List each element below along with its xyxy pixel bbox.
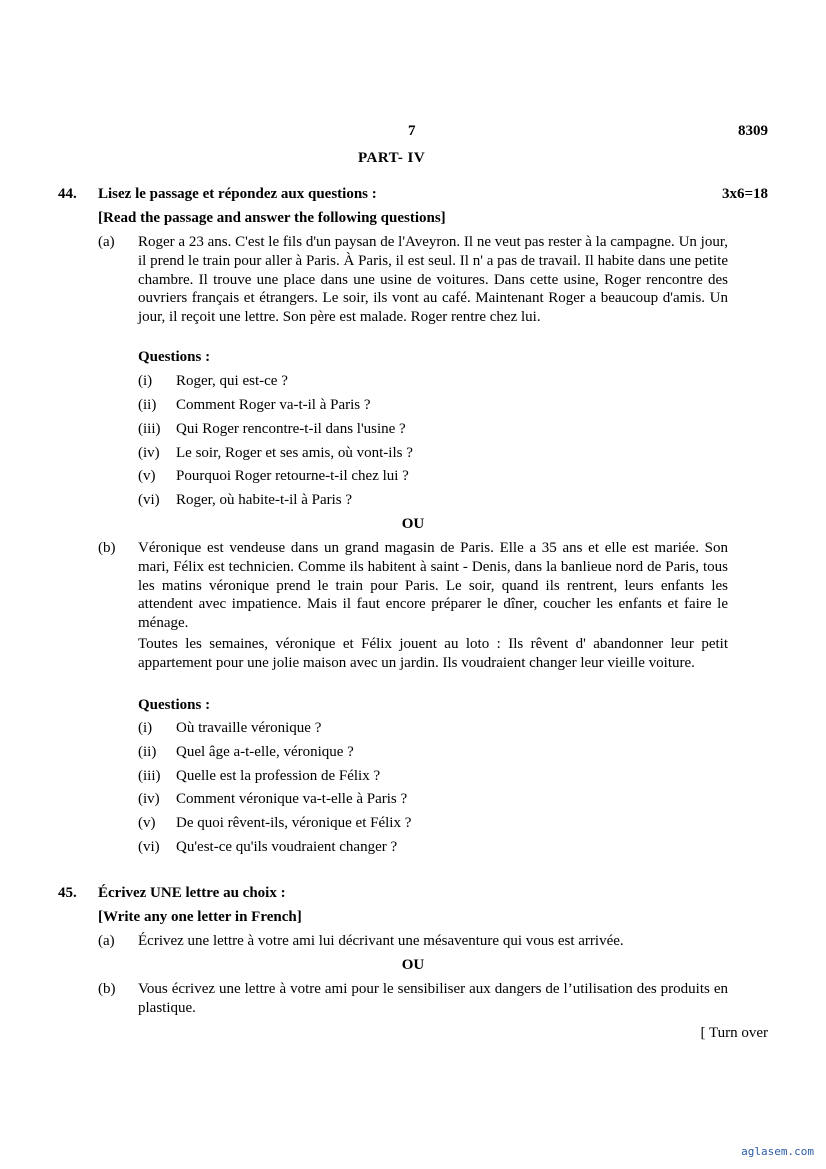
list-item [138,790,728,809]
question-text: Où travaille véronique ? [176,720,322,736]
question-text: Comment véronique va-t-elle à Paris ? [176,791,408,807]
list-item [138,814,728,833]
or-divider: OU [401,957,425,973]
question-44-number: 44. [58,186,77,202]
question-45a-label: (a) [98,933,115,949]
turn-over-note: [ Turn over [700,1025,768,1041]
question-number: (vi) [138,839,160,855]
question-text: Pourquoi Roger retourne-t-il chez lui ? [176,468,409,484]
question-number: (vi) [138,492,160,508]
question-44-subtitle: [Read the passage and answer the following questions] [98,210,446,226]
question-number: (ii) [138,397,157,413]
question-44b-questions-heading: Questions : [138,697,211,713]
question-number: (i) [138,373,153,389]
paper-code: 8309 [738,123,768,139]
question-45b-label: (b) [98,981,116,997]
watermark: aglasem.com [741,1145,814,1159]
page-number: 7 [408,123,416,139]
list-item [138,420,728,439]
question-45-number: 45. [58,885,77,901]
list-item [138,396,728,415]
question-44b-label: (b) [98,540,116,556]
question-text: Quelle est la profession de Félix ? [176,768,381,784]
list-item [138,719,728,738]
question-44a-passage: Roger a 23 ans. C'est le fils d'un paysan de l'Aveyron. Il ne veut pas rester à la campagne. Un jour, il prend le train pour aller à Paris. À Paris, il est seul. Il n' a pas de travail. Il habite dans une petite chambre. Il trouve une place dans une usine de voitures. Dans cette usine, Roger rencontre des ouvriers français et étrangers. Le soir, ils vont au café. Maintenant Roger a beaucoup d'amis. Un jour, il reçoit une lettre. Son père est malade. Roger rentre chez lui. [138,234,728,326]
list-item [138,444,728,463]
question-44-title: Lisez le passage et répondez aux questions : [98,186,377,202]
list-item [138,767,728,786]
question-number: (v) [138,815,156,831]
question-number: (iv) [138,445,160,461]
question-44b-passage-1: Véronique est vendeuse dans un grand magasin de Paris. Elle a 35 ans et elle est mariée. Son mari, Félix est technicien. Comme ils habitent à saint - Denis, dans la banlieue nord de Paris, tous les matins véronique prend le train pour Paris. Le soir, quand ils rentrent, leurs enfants les attendent avec impatience. Mais il faut encore préparer le dîner, coucher les enfants et faire le ménage. [138,540,728,632]
question-45-title: Écrivez UNE lettre au choix : [98,885,286,901]
question-text: Comment Roger va-t-il à Paris ? [176,397,371,413]
list-item [138,467,728,486]
or-divider: OU [401,516,425,532]
question-text: De quoi rêvent-ils, véronique et Félix ? [176,815,412,831]
question-number: (ii) [138,744,157,760]
question-text: Qui Roger rencontre-t-il dans l'usine ? [176,421,406,437]
question-text: Quel âge a-t-elle, véronique ? [176,744,354,760]
question-number: (iii) [138,768,161,784]
list-item [138,743,728,762]
question-44a-label: (a) [98,234,115,250]
list-item [138,491,728,510]
question-text: Qu'est-ce qu'ils voudraient changer ? [176,839,398,855]
part-heading: PART- IV [358,150,426,166]
question-text: Roger, où habite-t-il à Paris ? [176,492,353,508]
list-item [138,838,728,857]
question-number: (iv) [138,791,160,807]
question-number: (iii) [138,421,161,437]
question-45b-text: Vous écrivez une lettre à votre ami pour le sensibiliser aux dangers de l’utilisation des produits en plastique. [138,981,728,1016]
question-text: Roger, qui est-ce ? [176,373,288,389]
question-number: (i) [138,720,153,736]
question-44a-questions-heading: Questions : [138,349,211,365]
question-44b-passage-2: Toutes les semaines, véronique et Félix jouent au loto : Ils rêvent d' abandonner leur petit appartement pour une jolie maison avec un jardin. Ils voudraient changer leur vieille voiture. [138,636,728,671]
list-item [138,372,728,391]
question-45-subtitle: [Write any one letter in French] [98,909,302,925]
question-text: Le soir, Roger et ses amis, où vont-ils ? [176,445,413,461]
question-number: (v) [138,468,156,484]
question-45a-text: Écrivez une lettre à votre ami lui décrivant une mésaventure qui vous est arrivée. [138,933,624,949]
question-44-marks: 3x6=18 [721,186,768,202]
